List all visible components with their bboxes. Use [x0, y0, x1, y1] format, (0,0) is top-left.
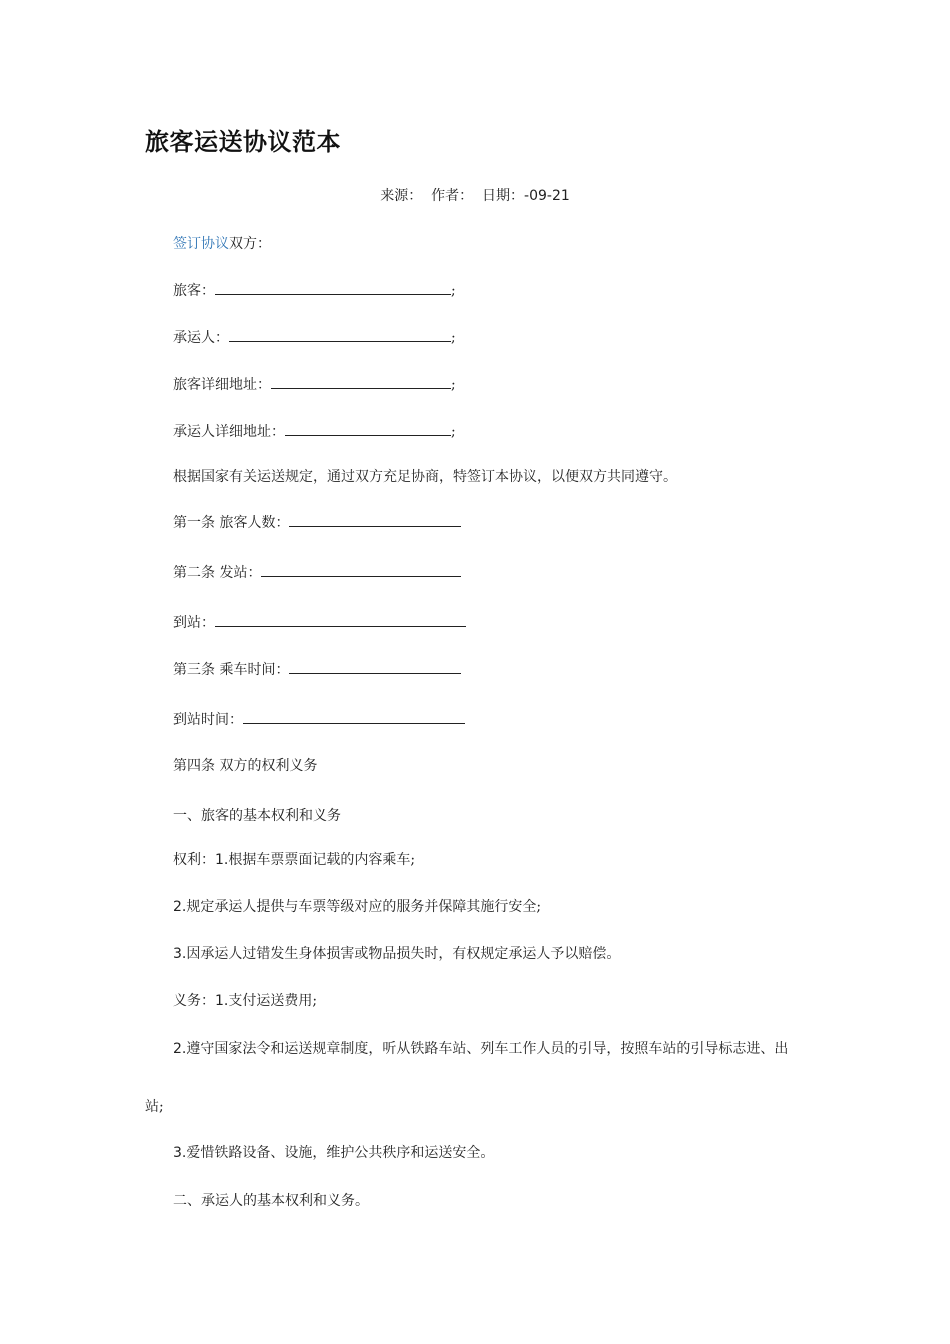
semicolon: ; [451, 377, 456, 393]
item-text: 遵守国家法令和运送规章制度，听从铁路车站、列车工作人员的引导，按照车站的引导标志进、出 [186, 1041, 789, 1057]
article-1 [173, 511, 461, 533]
article-3-label: 第三条 乘车时间： [173, 662, 290, 678]
preamble: 根据国家有关运送规定，通过双方充足协商，特签订本协议，以便双方共同遵守。 [173, 469, 677, 485]
parties-suffix: 双方： [229, 236, 271, 252]
section-2-heading: 二、承运人的基本权利和义务。 [173, 1193, 369, 1209]
item-number: 2. [173, 899, 187, 915]
section-1-heading: 一、旅客的基本权利和义务 [173, 808, 341, 824]
semicolon: ; [451, 283, 456, 299]
date-value: -09-21 [524, 188, 570, 204]
item-text: 支付运送费用; [228, 993, 318, 1009]
item-number: 2. [173, 1041, 187, 1057]
author-label: 作者： [431, 188, 474, 204]
item-number: 3. [173, 946, 187, 962]
arrival-time [173, 708, 465, 730]
boarding-time-blank[interactable] [289, 658, 461, 674]
passenger-address-label: 旅客详细地址： [173, 377, 271, 393]
arrival-station [173, 611, 466, 633]
article-3 [173, 658, 461, 680]
item-number: 3. [173, 1145, 187, 1161]
source-label: 来源： [380, 188, 423, 204]
item-number: 1. [215, 852, 229, 868]
duties-item-1 [173, 991, 317, 1011]
carrier-address-label: 承运人详细地址： [173, 424, 285, 440]
passenger-field [173, 279, 456, 301]
arrival-time-blank[interactable] [243, 708, 465, 724]
semicolon: ; [451, 330, 456, 346]
semicolon: ; [451, 424, 456, 440]
passenger-count-blank[interactable] [289, 511, 461, 527]
duties-item-3 [173, 1143, 494, 1163]
date-label: 日期： [482, 188, 525, 204]
carrier-blank[interactable] [229, 326, 451, 342]
article-1-label: 第一条 旅客人数： [173, 515, 290, 531]
passenger-address-field [173, 373, 456, 395]
carrier-address-blank[interactable] [285, 420, 451, 436]
item-number: 1. [215, 993, 229, 1009]
duties-item-2 [173, 1039, 788, 1059]
duties-item-2-continuation: 站; [145, 1099, 164, 1115]
item-text: 根据车票票面记载的内容乘车; [228, 852, 416, 868]
passenger-label: 旅客： [173, 283, 215, 299]
departure-station-blank[interactable] [261, 561, 461, 577]
rights-item-1 [173, 850, 415, 870]
parties-line [173, 234, 271, 254]
rights-item-3 [173, 944, 620, 964]
article-4: 第四条 双方的权利义务 [173, 758, 318, 774]
carrier-address-field [173, 420, 456, 442]
arrival-time-label: 到站时间： [173, 712, 243, 728]
article-2 [173, 561, 461, 583]
rights-item-2 [173, 897, 541, 917]
sign-agreement-link[interactable]: 签订协议 [173, 236, 229, 252]
duties-label: 义务： [173, 993, 215, 1009]
item-text: 规定承运人提供与车票等级对应的服务并保障其施行安全; [186, 899, 542, 915]
document-meta [0, 185, 950, 205]
arrival-station-label: 到站： [173, 615, 215, 631]
carrier-field [173, 326, 456, 348]
item-text: 因承运人过错发生身体损害或物品损失时，有权规定承运人予以赔偿。 [186, 946, 621, 962]
carrier-label: 承运人： [173, 330, 229, 346]
passenger-address-blank[interactable] [271, 373, 451, 389]
page-title: 旅客运送协议范本 [145, 127, 341, 156]
article-2-label: 第二条 发站： [173, 565, 262, 581]
arrival-station-blank[interactable] [215, 611, 466, 627]
passenger-blank[interactable] [215, 279, 451, 295]
item-text: 爱惜铁路设备、设施，维护公共秩序和运送安全。 [186, 1145, 495, 1161]
rights-label: 权利： [173, 852, 215, 868]
